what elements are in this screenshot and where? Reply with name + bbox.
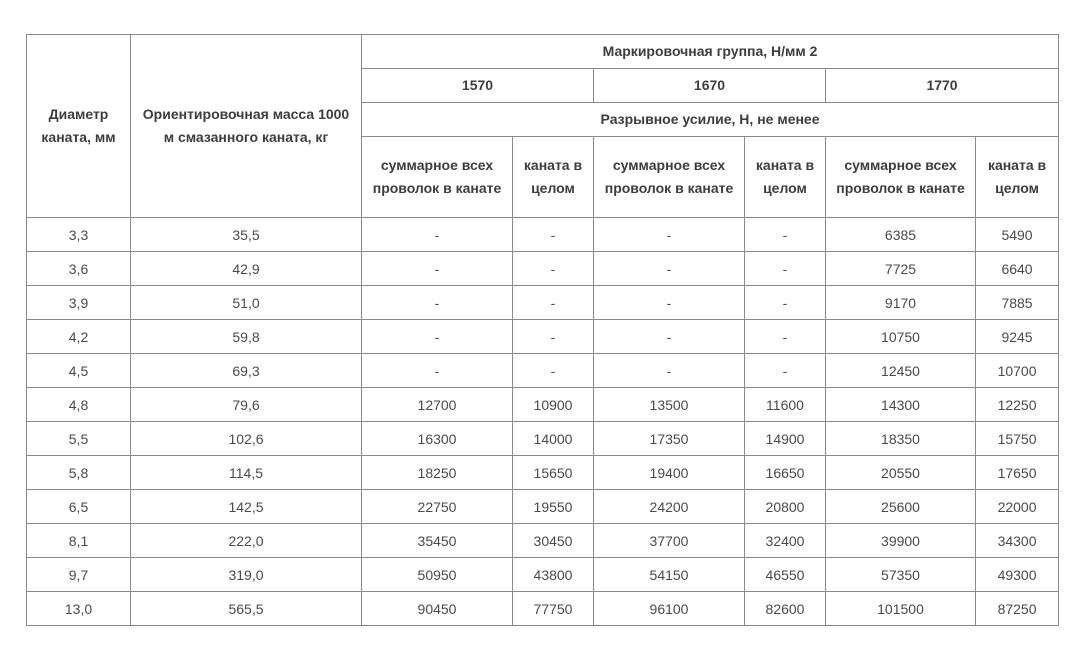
cell-whole-1670: - [745,252,826,286]
cell-whole-1670: 14900 [745,422,826,456]
cell-sum-1670: - [594,320,745,354]
cell-sum-1570: 35450 [362,524,513,558]
cell-whole-1770: 87250 [976,592,1059,626]
cell-mass: 35,5 [131,218,362,252]
cell-whole-1570: 43800 [513,558,594,592]
header-group-1770: 1770 [826,69,1059,103]
header-rope-whole-1670: каната в целом [745,137,826,218]
cell-whole-1570: - [513,320,594,354]
table-row [27,490,1059,524]
cell-whole-1670: - [745,320,826,354]
cell-whole-1770: 7885 [976,286,1059,320]
cell-sum-1570: 50950 [362,558,513,592]
cell-whole-1770: 6640 [976,252,1059,286]
cell-sum-1770: 57350 [826,558,976,592]
cell-diameter: 4,5 [27,354,131,388]
table-row [27,320,1059,354]
cell-sum-1570: 16300 [362,422,513,456]
cell-diameter: 3,6 [27,252,131,286]
cell-sum-1570: 90450 [362,592,513,626]
rope-spec-table [26,34,1059,626]
cell-sum-1770: 39900 [826,524,976,558]
cell-whole-1770: 5490 [976,218,1059,252]
table-row [27,252,1059,286]
header-rope-whole-1770: каната в целом [976,137,1059,218]
table-row [27,286,1059,320]
cell-mass: 79,6 [131,388,362,422]
cell-sum-1570: 12700 [362,388,513,422]
table-row [27,558,1059,592]
cell-diameter: 3,9 [27,286,131,320]
cell-whole-1570: 14000 [513,422,594,456]
cell-sum-1570: - [362,320,513,354]
header-group-1670: 1670 [594,69,826,103]
cell-whole-1770: 9245 [976,320,1059,354]
cell-sum-1670: 19400 [594,456,745,490]
cell-whole-1570: - [513,354,594,388]
table-row [27,456,1059,490]
cell-sum-1670: - [594,354,745,388]
cell-sum-1770: 9170 [826,286,976,320]
header-breaking-force: Разрывное усилие, Н, не менее [362,103,1059,137]
cell-diameter: 13,0 [27,592,131,626]
table-row [27,592,1059,626]
cell-sum-1570: - [362,354,513,388]
table-row [27,354,1059,388]
cell-diameter: 6,5 [27,490,131,524]
cell-sum-1670: 24200 [594,490,745,524]
cell-diameter: 9,7 [27,558,131,592]
cell-whole-1570: - [513,252,594,286]
cell-sum-1570: - [362,252,513,286]
cell-whole-1770: 10700 [976,354,1059,388]
header-sum-wires-1770: суммарное всех проволок в канате [826,137,976,218]
cell-sum-1770: 20550 [826,456,976,490]
cell-whole-1570: - [513,286,594,320]
cell-diameter: 5,5 [27,422,131,456]
header-sum-wires-1670: суммарное всех проволок в канате [594,137,745,218]
cell-whole-1770: 12250 [976,388,1059,422]
cell-whole-1670: 20800 [745,490,826,524]
table-row [27,524,1059,558]
cell-sum-1670: 17350 [594,422,745,456]
header-rope-whole-1570: каната в целом [513,137,594,218]
cell-sum-1770: 6385 [826,218,976,252]
cell-whole-1670: - [745,286,826,320]
cell-sum-1770: 12450 [826,354,976,388]
cell-sum-1770: 18350 [826,422,976,456]
cell-mass: 114,5 [131,456,362,490]
cell-whole-1570: 77750 [513,592,594,626]
cell-whole-1570: 30450 [513,524,594,558]
header-mass: Ориентировочная масса 1000 м смазанного каната, кг [131,35,362,218]
cell-diameter: 3,3 [27,218,131,252]
cell-mass: 142,5 [131,490,362,524]
cell-sum-1670: - [594,218,745,252]
cell-sum-1570: - [362,218,513,252]
cell-diameter: 8,1 [27,524,131,558]
cell-sum-1670: 54150 [594,558,745,592]
cell-whole-1570: 10900 [513,388,594,422]
table-container [26,34,1059,626]
cell-sum-1570: 18250 [362,456,513,490]
cell-whole-1770: 49300 [976,558,1059,592]
cell-whole-1670: 46550 [745,558,826,592]
cell-sum-1770: 10750 [826,320,976,354]
cell-sum-1570: - [362,286,513,320]
cell-whole-1770: 22000 [976,490,1059,524]
cell-sum-1770: 101500 [826,592,976,626]
cell-whole-1670: 11600 [745,388,826,422]
cell-diameter: 5,8 [27,456,131,490]
cell-whole-1770: 15750 [976,422,1059,456]
cell-mass: 59,8 [131,320,362,354]
cell-sum-1770: 25600 [826,490,976,524]
cell-whole-1770: 17650 [976,456,1059,490]
cell-mass: 69,3 [131,354,362,388]
cell-whole-1570: 15650 [513,456,594,490]
cell-whole-1770: 34300 [976,524,1059,558]
cell-diameter: 4,8 [27,388,131,422]
cell-sum-1570: 22750 [362,490,513,524]
cell-diameter: 4,2 [27,320,131,354]
cell-sum-1770: 14300 [826,388,976,422]
header-diameter: Диаметр каната, мм [27,35,131,218]
cell-mass: 565,5 [131,592,362,626]
cell-whole-1570: 19550 [513,490,594,524]
cell-sum-1670: - [594,252,745,286]
cell-sum-1670: 13500 [594,388,745,422]
cell-mass: 51,0 [131,286,362,320]
cell-sum-1670: 37700 [594,524,745,558]
cell-whole-1670: - [745,218,826,252]
header-sum-wires-1570: суммарное всех проволок в канате [362,137,513,218]
header-group-1570: 1570 [362,69,594,103]
table-row [27,422,1059,456]
cell-sum-1770: 7725 [826,252,976,286]
table-row [27,218,1059,252]
cell-mass: 102,6 [131,422,362,456]
header-marking-group: Маркировочная группа, Н/мм 2 [362,35,1059,69]
cell-whole-1670: 82600 [745,592,826,626]
table-row [27,388,1059,422]
cell-mass: 319,0 [131,558,362,592]
cell-whole-1670: 32400 [745,524,826,558]
table-header [27,35,1059,218]
table-body [27,218,1059,626]
cell-sum-1670: 96100 [594,592,745,626]
cell-mass: 222,0 [131,524,362,558]
cell-whole-1670: 16650 [745,456,826,490]
cell-whole-1570: - [513,218,594,252]
cell-whole-1670: - [745,354,826,388]
cell-sum-1670: - [594,286,745,320]
cell-mass: 42,9 [131,252,362,286]
